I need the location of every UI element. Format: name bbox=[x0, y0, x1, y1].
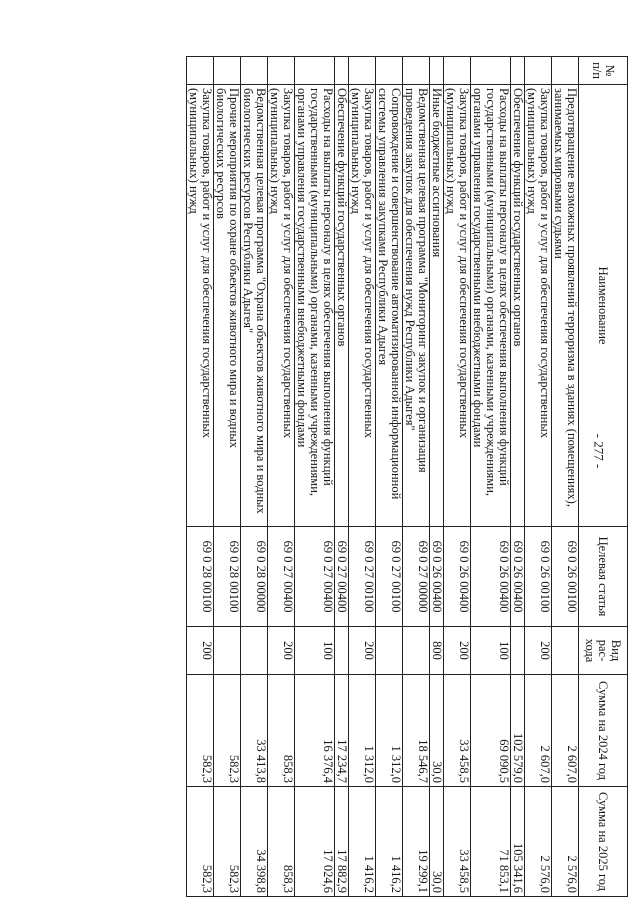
row-name: Сопровождение и совершенствование автоматизированной информационной системы управления закупками Республики Адыгея bbox=[376, 85, 403, 527]
table-row bbox=[376, 57, 403, 897]
row-sum-2025: 34 398,8 bbox=[241, 787, 268, 897]
table-row bbox=[335, 57, 349, 897]
row-sum-2025: 71 853,1 bbox=[471, 787, 511, 897]
row-expense-type: 100 bbox=[471, 627, 511, 675]
row-target-article: 69 0 27 00400 bbox=[335, 527, 349, 627]
row-sum-2025: 1 416,2 bbox=[349, 787, 376, 897]
row-target-article: 69 0 27 00100 bbox=[376, 527, 403, 627]
table-row bbox=[552, 57, 579, 897]
row-sum-2025: 2 576,0 bbox=[552, 787, 579, 897]
row-sum-2025: 17 882,9 bbox=[335, 787, 349, 897]
row-sum-2024: 16 376,4 bbox=[295, 675, 335, 787]
header-sum-2024: Сумма на 2024 год bbox=[579, 675, 628, 787]
row-num bbox=[525, 57, 552, 85]
row-sum-2025: 582,3 bbox=[187, 787, 214, 897]
row-sum-2025: 17 024,6 bbox=[295, 787, 335, 897]
header-num: № п/п bbox=[579, 57, 628, 85]
table-row bbox=[430, 57, 444, 897]
page-number: - 277 - bbox=[591, 433, 607, 469]
row-sum-2024: 33 458,5 bbox=[444, 675, 471, 787]
table-row bbox=[403, 57, 430, 897]
row-sum-2024: 2 607,0 bbox=[552, 675, 579, 787]
row-target-article: 69 0 26 00400 bbox=[430, 527, 444, 627]
row-target-article: 69 0 27 00400 bbox=[268, 527, 295, 627]
table-row bbox=[295, 57, 335, 897]
row-target-article: 69 0 27 00100 bbox=[349, 527, 376, 627]
row-sum-2025: 582,3 bbox=[214, 787, 241, 897]
row-num bbox=[335, 57, 349, 85]
row-num bbox=[295, 57, 335, 85]
header-name: Наименование bbox=[579, 85, 628, 527]
row-sum-2024: 30,0 bbox=[430, 675, 444, 787]
row-sum-2024: 858,3 bbox=[268, 675, 295, 787]
row-sum-2024: 33 413,8 bbox=[241, 675, 268, 787]
row-expense-type bbox=[511, 627, 525, 675]
table-row bbox=[471, 57, 511, 897]
row-num bbox=[444, 57, 471, 85]
row-name: Предотвращение возможных проявлений терроризма в зданиях (помещениях), занимаемых мировыми судьями bbox=[552, 85, 579, 527]
row-expense-type: 800 bbox=[430, 627, 444, 675]
row-target-article: 69 0 28 00100 bbox=[214, 527, 241, 627]
row-sum-2025: 19 299,1 bbox=[403, 787, 430, 897]
table-row bbox=[525, 57, 552, 897]
row-num bbox=[430, 57, 444, 85]
row-sum-2024: 1 312,0 bbox=[349, 675, 376, 787]
row-name: Закупка товаров, работ и услуг для обеспечения государственных (муниципальных) нужд bbox=[187, 85, 214, 527]
row-expense-type: 200 bbox=[187, 627, 214, 675]
row-name: Обеспечение функций государственных органов bbox=[335, 85, 349, 527]
row-sum-2025: 2 576,0 bbox=[525, 787, 552, 897]
row-sum-2025: 1 416,2 bbox=[376, 787, 403, 897]
budget-table-page bbox=[58, 56, 628, 896]
row-sum-2024: 1 312,0 bbox=[376, 675, 403, 787]
row-sum-2025: 30,0 bbox=[430, 787, 444, 897]
row-expense-type: 200 bbox=[525, 627, 552, 675]
table-row bbox=[187, 57, 214, 897]
budget-table bbox=[186, 56, 628, 897]
row-name: Закупка товаров, работ и услуг для обеспечения государственных (муниципальных) нужд bbox=[525, 85, 552, 527]
table-row bbox=[444, 57, 471, 897]
row-name: Закупка товаров, работ и услуг для обеспечения государственных (муниципальных) нужд bbox=[268, 85, 295, 527]
row-sum-2024: 102 579,0 bbox=[511, 675, 525, 787]
row-expense-type bbox=[214, 627, 241, 675]
row-target-article: 69 0 27 00400 bbox=[295, 527, 335, 627]
row-target-article: 69 0 28 00100 bbox=[187, 527, 214, 627]
row-num bbox=[214, 57, 241, 85]
row-expense-type bbox=[241, 627, 268, 675]
row-target-article: 69 0 27 00000 bbox=[403, 527, 430, 627]
row-expense-type bbox=[552, 627, 579, 675]
header-code: Целевая статья bbox=[579, 527, 628, 627]
row-num bbox=[552, 57, 579, 85]
row-num bbox=[376, 57, 403, 85]
row-target-article: 69 0 26 00400 bbox=[471, 527, 511, 627]
header-sum-2025: Сумма на 2025 год bbox=[579, 787, 628, 897]
row-name: Ведомственная целевая программа "Охрана объектов животного мира и водных биологических ресурсов Республики Адыгея" bbox=[241, 85, 268, 527]
row-sum-2024: 17 234,7 bbox=[335, 675, 349, 787]
row-target-article: 69 0 26 00100 bbox=[525, 527, 552, 627]
row-expense-type: 200 bbox=[349, 627, 376, 675]
row-sum-2025: 33 458,5 bbox=[444, 787, 471, 897]
table-row bbox=[214, 57, 241, 897]
row-num bbox=[187, 57, 214, 85]
row-num bbox=[511, 57, 525, 85]
row-sum-2024: 2 607,0 bbox=[525, 675, 552, 787]
row-name: Закупка товаров, работ и услуг для обеспечения государственных (муниципальных) нужд bbox=[349, 85, 376, 527]
row-target-article: 69 0 26 00100 bbox=[552, 527, 579, 627]
row-name: Расходы на выплаты персоналу в целях обеспечения выполнения функций государственными (муниципальными) органами, казенными учреждениями, органами управления государственными внебюджетными фондами bbox=[471, 85, 511, 527]
row-name: Прочие мероприятия по охране объектов животного мира и водных биологических ресурсов bbox=[214, 85, 241, 527]
table-row bbox=[241, 57, 268, 897]
row-target-article: 69 0 28 00000 bbox=[241, 527, 268, 627]
row-target-article: 69 0 26 00400 bbox=[511, 527, 525, 627]
header-vid: Вид рас-хода bbox=[579, 627, 628, 675]
row-sum-2025: 105 341,6 bbox=[511, 787, 525, 897]
row-name: Обеспечение функций государственных органов bbox=[511, 85, 525, 527]
row-sum-2024: 582,3 bbox=[187, 675, 214, 787]
table-row bbox=[511, 57, 525, 897]
row-expense-type bbox=[403, 627, 430, 675]
table-row bbox=[268, 57, 295, 897]
row-expense-type: 100 bbox=[295, 627, 335, 675]
row-sum-2025: 858,3 bbox=[268, 787, 295, 897]
row-name: Ведомственная целевая программа "Мониторинг закупок и организация проведения закупок для обеспечения нужд Республики Адыгея" bbox=[403, 85, 430, 527]
row-name: Расходы на выплаты персоналу в целях обеспечения выполнения функций государственными (муниципальными) органами, казенными учреждениями, органами управления государственными внебюджетными фондами bbox=[295, 85, 335, 527]
row-expense-type bbox=[335, 627, 349, 675]
row-num bbox=[268, 57, 295, 85]
row-num bbox=[349, 57, 376, 85]
table-row bbox=[349, 57, 376, 897]
row-name: Закупка товаров, работ и услуг для обеспечения государственных (муниципальных) нужд bbox=[444, 85, 471, 527]
row-sum-2024: 69 090,5 bbox=[471, 675, 511, 787]
row-num bbox=[241, 57, 268, 85]
row-expense-type: 200 bbox=[268, 627, 295, 675]
row-sum-2024: 582,3 bbox=[214, 675, 241, 787]
row-sum-2024: 18 546,7 bbox=[403, 675, 430, 787]
row-num bbox=[471, 57, 511, 85]
row-expense-type bbox=[376, 627, 403, 675]
row-expense-type: 200 bbox=[444, 627, 471, 675]
table-header-row bbox=[579, 57, 628, 897]
row-num bbox=[403, 57, 430, 85]
row-name: Иные бюджетные ассигнования bbox=[430, 85, 444, 527]
row-target-article: 69 0 26 00400 bbox=[444, 527, 471, 627]
